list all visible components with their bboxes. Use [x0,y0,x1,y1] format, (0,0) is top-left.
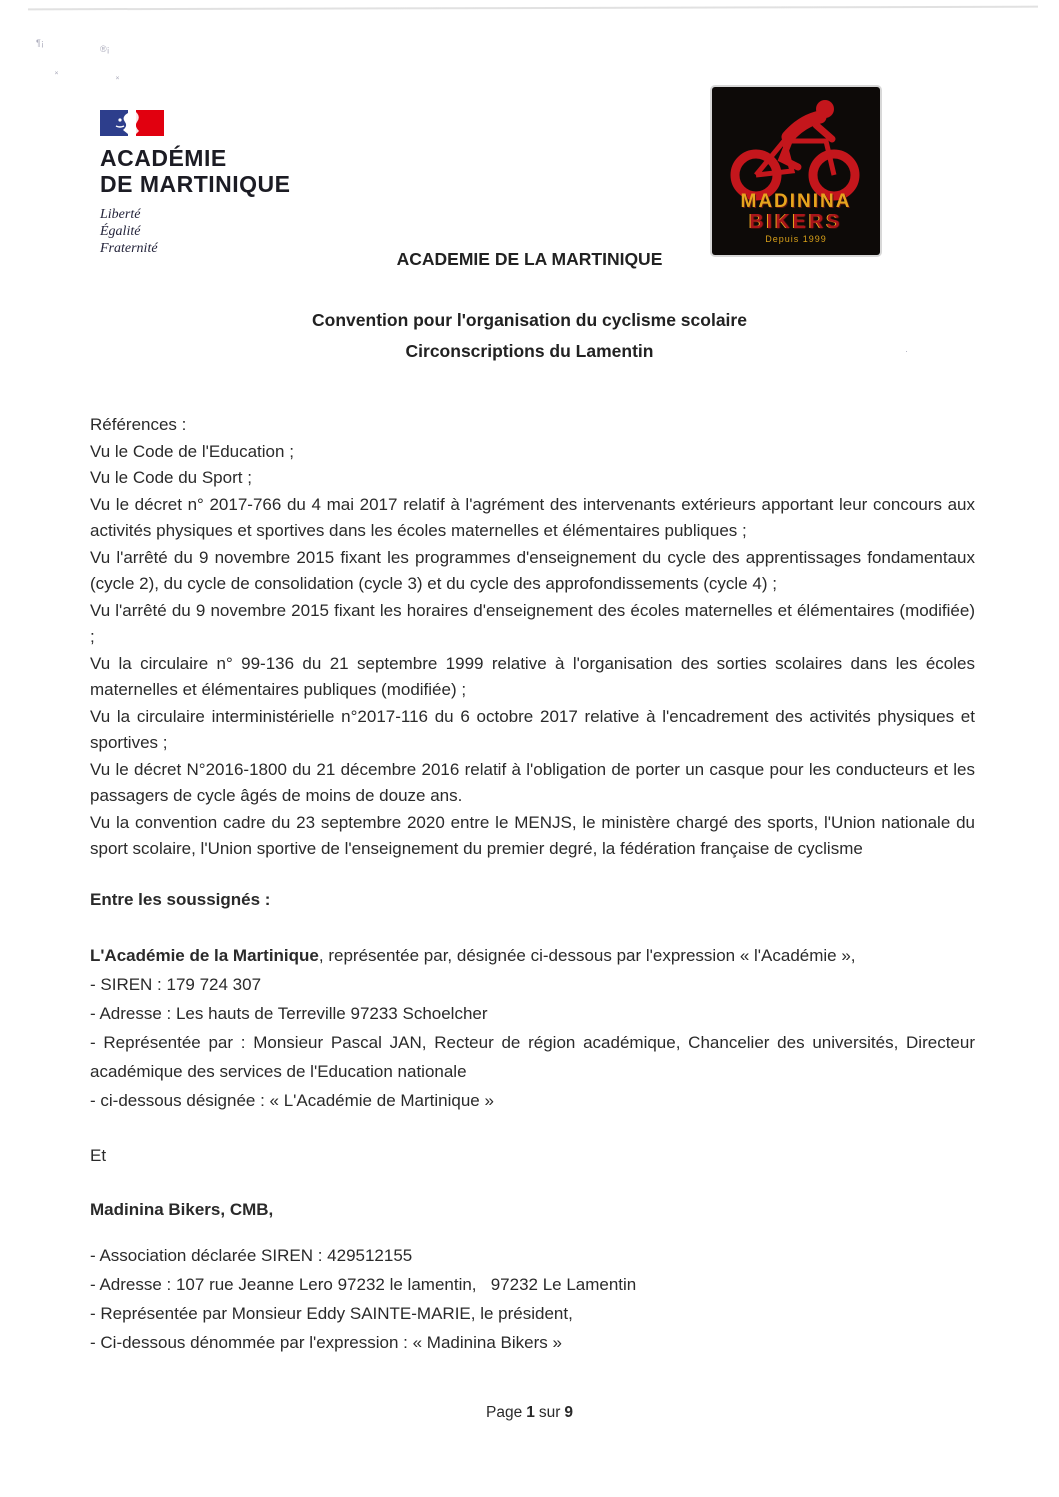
bikers-representative: - Représentée par Monsieur Eddy SAINTE-MARIE, le président, [90,1303,573,1323]
footer-separator: sur [538,1404,561,1421]
french-flag-marianne-icon [100,110,164,137]
parties-connector: Et [90,1145,107,1165]
references-heading: Références : [90,415,187,434]
reference-item: Vu la convention cadre du 23 septembre 2020 entre le MENJS, le ministère chargé des sports, l'Union nationale du sport scolaire, l'Union sportive de l'enseignement du premier degré, la fédération française de cyclisme [90,812,975,858]
scan-artifact: ˟ [55,70,58,80]
reference-item: Vu le Code de l'Education ; [90,441,294,461]
gov-logo-name [100,145,360,197]
bikers-logo-name-top: MADININA [740,191,852,212]
reference-item: Vu le Code du Sport ; [90,468,252,487]
bikers-designation: - Ci-dessous dénommée par l'expression : « Madinina Bikers » [90,1332,562,1352]
scan-artifact: · [905,346,908,356]
page-footer [0,1404,1059,1422]
parties-section-heading: Entre les soussignés : [90,889,271,909]
document-body [90,412,975,1357]
scan-artifact-line [28,6,1038,11]
academy-party-name: L'Académie de la Martinique [90,945,319,965]
academy-designation: - ci-dessous désignée : « L'Académie de Martinique » [90,1090,494,1110]
motto-liberte: Liberté [100,207,141,222]
bikers-logo-name-bottom: BIKERS [749,211,843,233]
document-title: ACADEMIE DE LA MARTINIQUE [396,249,663,269]
academy-party-paragraph [90,941,975,970]
academie-martinique-logo [100,110,360,257]
cyclist-icon [722,93,870,203]
reference-item: Vu la circulaire interministérielle n°2017-116 du 6 octobre 2017 relative à l'encadrement des activités physiques et sportives ; [90,706,975,752]
academy-address: - Adresse : Les hauts de Terreville 97233 Schoelcher [90,1003,488,1023]
motto-egalite: Égalité [100,224,141,239]
footer-current-page: 1 [526,1404,535,1421]
gov-logo-name-line1: ACADÉMIE [100,145,227,171]
title-block [0,249,1059,362]
scan-artifact: ˟ [116,75,119,85]
scan-artifact: ¶¡ [36,38,44,48]
bikers-siren: - Association déclarée SIREN : 429512155 [90,1245,413,1265]
reference-item: Vu l'arrêté du 9 novembre 2015 fixant les horaires d'enseignement des écoles maternelles et élémentaires (modifiée) ; [90,600,975,646]
academy-siren: - SIREN : 179 724 307 [90,974,262,994]
madinina-bikers-logo [712,87,880,255]
bikers-logo-since: Depuis 1999 [765,234,827,244]
reference-item: Vu le décret N°2016-1800 du 21 décembre 2016 relatif à l'obligation de porter un casque pour les conducteurs et les passagers de cycle âgés de moins de douze ans. [90,759,975,805]
motto-fraternite: Fraternité [100,241,158,256]
document-subtitle-2: Circonscriptions du Lamentin [405,341,654,361]
reference-item: Vu la circulaire n° 99-136 du 21 septembre 1999 relative à l'organisation des sorties scolaires dans les écoles maternelles et élémentaires publiques (modifiée) ; [90,653,975,699]
academy-representative: - Représentée par : Monsieur Pascal JAN, Recteur de région académique, Chancelier des universités, Directeur académique des services de l'Education nationale [90,1032,975,1081]
academy-party-description: , représentée par, désignée ci-dessous par l'expression « l'Académie », [318,945,856,965]
scan-artifact: ®¡ [100,44,110,54]
reference-item: Vu le décret n° 2017-766 du 4 mai 2017 relatif à l'agrément des intervenants extérieurs apportant leur concours aux activités physiques et sportives dans les écoles maternelles et élémentaires publiques ; [90,494,975,540]
reference-item: Vu l'arrêté du 9 novembre 2015 fixant les programmes d'enseignement du cycle des apprentissages fondamentaux (cycle 2), du cycle de consolidation (cycle 3) et du cycle des approfondissements (cycle 4) ; [90,547,975,593]
footer-total-pages: 9 [564,1404,573,1421]
bikers-party-heading: Madinina Bikers, CMB, [90,1199,274,1219]
document-subtitle-1: Convention pour l'organisation du cyclisme scolaire [312,310,747,330]
footer-page-label: Page [486,1404,523,1421]
bikers-address: - Adresse : 107 rue Jeanne Lero 97232 le lamentin, 97232 Le Lamentin [90,1274,637,1294]
gov-logo-name-line2: DE MARTINIQUE [100,171,291,197]
